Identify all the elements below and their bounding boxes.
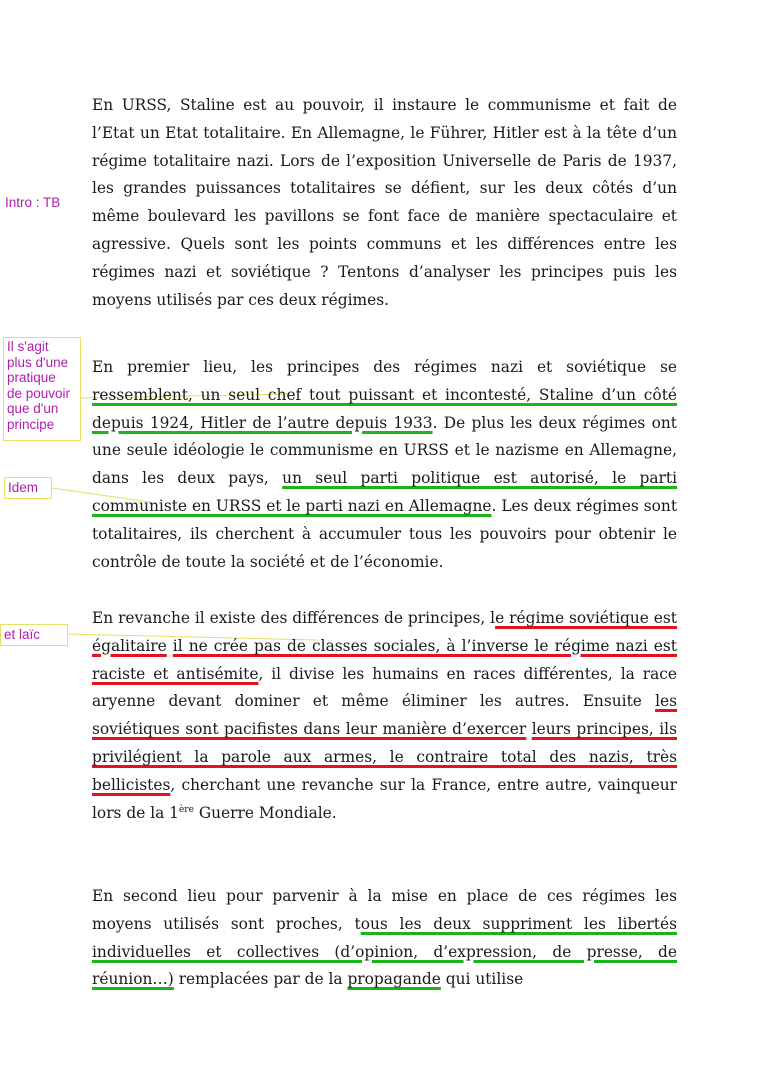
red-highlight-racist: il ne crée pas de classes sociales, à l’inverse le régime nazi est raciste et antisémite: [92, 636, 677, 683]
paragraph-means: [92, 883, 677, 994]
red-highlight-principles: leurs principes, ils: [531, 720, 677, 739]
comment-line: Il s'agit: [7, 339, 49, 354]
red-highlight-pacifist: les soviétiques sont pacifistes dans leur manière d’exercer: [92, 692, 677, 739]
green-highlight-single-party: un seul parti politique est autorisé, le parti communiste en URSS et le parti nazi en Allemagne: [92, 469, 677, 515]
comment-text: et laïc: [4, 627, 41, 642]
green-highlight-freedoms: ous les deux suppriment les libertés individuelles et collectives (d’opinion, d’expression, de presse, de réunion…): [92, 914, 677, 989]
text-run: En premier lieu, les principes des régimes nazi et soviétique se: [92, 358, 677, 376]
text-run: . De plus les deux régimes ont une seule idéologie le communisme en URSS et le nazisme en Allemagne, dans les deux pays,: [92, 413, 677, 488]
red-highlight-egalitarian: e régime soviétique est égalitaire: [92, 609, 677, 655]
green-highlight-propaganda: propagande: [347, 970, 441, 989]
comment-line: que d'un: [7, 401, 59, 416]
red-highlight-bellicist: privilégient la parole aux armes, le contraire total des nazis, très bellicistes: [92, 747, 677, 794]
text-run: , cherchant une revanche sur la France, entre autre, vainqueur lors de la 1: [92, 775, 677, 822]
text-run: En revanche il existe des différences de principes, l: [92, 609, 496, 627]
text-run: . Les deux régimes sont totalitaires, ils cherchent à accumuler tous les pouvoirs pour obtenir le contrôle de toute la société et de l’économie.: [92, 496, 678, 571]
paragraph-principles-differences: [92, 605, 677, 827]
comment-line: plus d'une: [7, 354, 69, 370]
comment-text: Idem: [8, 480, 39, 495]
text-run: remplacées par de la: [173, 970, 348, 989]
green-highlight-single-leader: ressemblent, un seul chef tout puissant et incontesté, Staline d’un côté depuis 1924, Hitler de l’autre depuis 1933: [92, 385, 677, 432]
comment-line: principe: [7, 416, 55, 432]
comment-line: de pouvoir: [7, 385, 71, 401]
text-run: En second lieu pour parvenir à la mise en place de ces régimes les moyens utilisés sont proches, t: [92, 887, 677, 933]
paragraph-principles-common: [92, 354, 677, 576]
text-run: Guerre Mondiale.: [193, 803, 337, 822]
intro-paragraph: En URSS, Staline est au pouvoir, il instaure le communisme et fait de l’Etat un Etat totalitaire. En Allemagne, le Führer, Hitler est à la tête d’un régime totalitaire nazi. Lors de l’exposition Universelle de Paris de 1937, les grandes puissances totalitaires se défient, sur les deux côtés d’un même boulevard les pavillons se font face de manière spectaculaire et agressive. Quels sont les points communs et les différences entre les régimes nazi et soviétique ? Tentons d’analyser les principes puis les moyens utilisés par ces deux régimes.: [92, 96, 677, 309]
intro-margin-label: Intro : TB: [5, 195, 61, 210]
comment-line: pratique: [7, 370, 56, 385]
text-run: qui utilise: [440, 970, 524, 989]
text-run: , il divise les humains en races différentes, la race aryenne devant dominer et même éliminer les autres. Ensuite: [92, 664, 677, 711]
superscript-ere: ère: [178, 804, 194, 815]
